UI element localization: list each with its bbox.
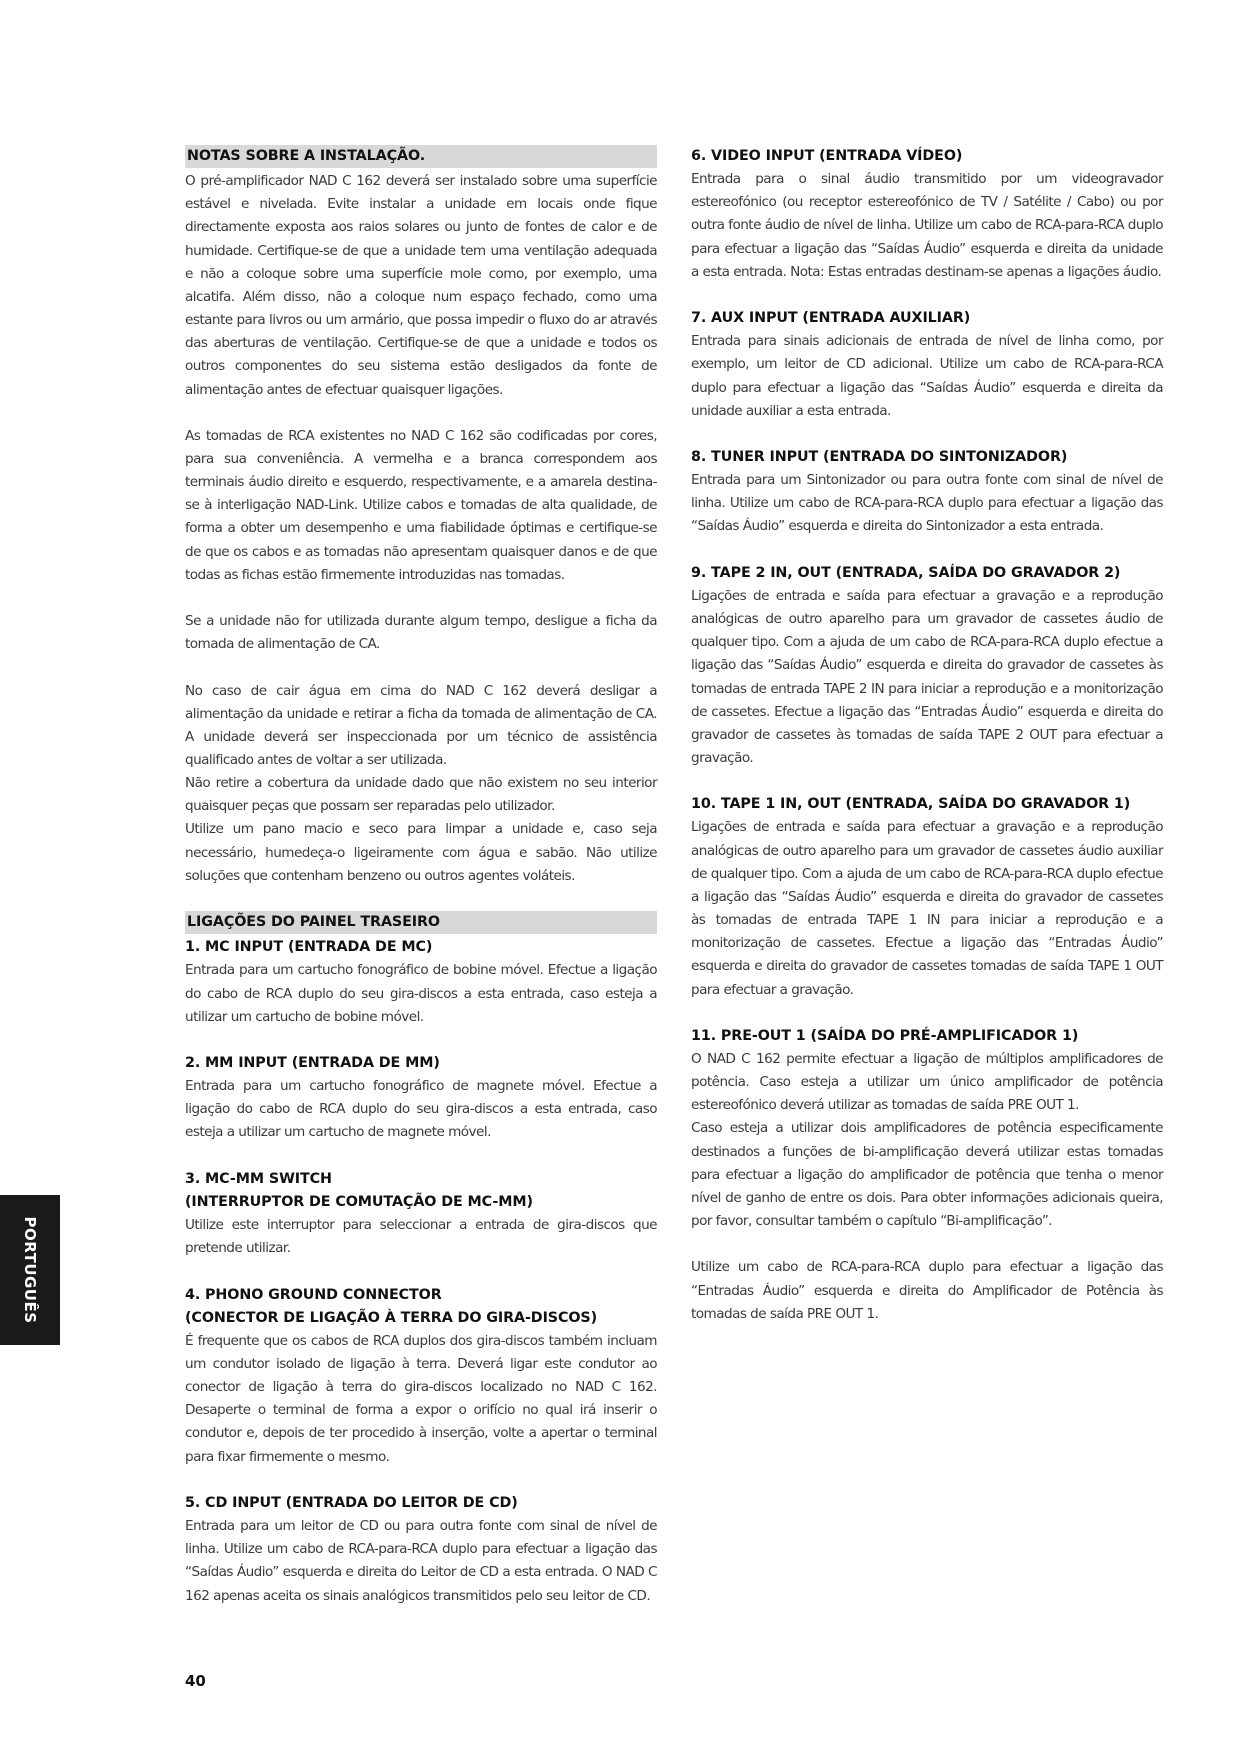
item-4-text: É frequente que os cabos de RCA duplos dos gira-discos também incluam um condutor isolado de ligação à terra. Deverá ligar este condutor ao conector de ligação à terra do gira-discos localizado no NAD C 162. Desaperte o terminal de forma a expor o orifício no qual irá inserir o condutor e, depois de ter procedido à inserção, volte a apertar o terminal para fixar firmemente o mesmo.: [185, 1332, 657, 1465]
item-7-title: 7. AUX INPUT (ENTRADA AUXILIAR): [691, 310, 971, 327]
installation-paragraph-1: O pré-amplificador NAD C 162 deverá ser instalado sobre uma superfície estável e nivelada. Evite instalar a unidade em locais onde fique directamente exposta aos raios solares ou junto de fontes de calor e de humidade. Certifique-se de que a unidade tem uma ventilação adequada e não a coloque sobre uma superfície mole como, por exemplo, uma alcatifa. Além disso, não a coloque num espaço fechado, como uma estante para livros ou um armário, que possa impedir o fluxo do ar através das aberturas de ventilação. Certifique-se de que a unidade e todos os outros componentes do seu sistema estão desligados da fonte de alimentação antes de efectuar quaisquer ligações.: [185, 173, 657, 398]
item-11-text-1: O NAD C 162 permite efectuar a ligação de múltiplos amplificadores de potência. Caso esteja a utilizar um único amplificador de potência estereofónico deverá utilizar as tomadas de saída PRE OUT 1.: [691, 1051, 1163, 1114]
item-11-title: 11. PRE-OUT 1 (SAÍDA DO PRÉ-AMPLIFICADOR 1): [691, 1027, 1079, 1044]
installation-paragraph-6: Utilize um pano macio e seco para limpar a unidade e, caso seja necessário, humedeça-o ligeiramente com água e sabão. Não utilize soluções que contenham benzeno ou outros agentes voláteis.: [185, 821, 657, 884]
item-3-subtitle: (INTERRUPTOR DE COMUTAÇÃO DE MC-MM): [185, 1193, 533, 1210]
item-4-subtitle: (CONECTOR DE LIGAÇÃO À TERRA DO GIRA-DISCOS): [185, 1309, 598, 1326]
section-heading-rear-panel: LIGAÇÕES DO PAINEL TRASEIRO: [185, 911, 657, 936]
item-2-title: 2. MM INPUT (ENTRADA DE MM): [185, 1055, 440, 1072]
item-9-title: 9. TAPE 2 IN, OUT (ENTRADA, SAÍDA DO GRAVADOR 2): [691, 564, 1121, 581]
right-column: [691, 145, 1163, 1326]
item-1-text: Entrada para um cartucho fonográfico de bobine móvel. Efectue a ligação do cabo de RCA duplo do seu gira-discos a esta entrada, caso esteja a utilizar um cartucho de bobine móvel.: [185, 962, 657, 1025]
installation-paragraph-2: As tomadas de RCA existentes no NAD C 162 são codificadas por cores, para sua conveniência. A vermelha e a branca correspondem aos terminais áudio direito e esquerdo, respectivamente, e a amarela destina-se à interligação NAD-Link. Utilize cabos e tomadas de alta qualidade, de forma a obter um desempenho e uma fiabilidade óptimas e certifique-se de que os cabos e as tomadas não apresentam quaisquer danos e de que todas as fichas estão firmemente introduzidas nas tomadas.: [185, 427, 657, 583]
installation-paragraph-3: Se a unidade não for utilizada durante algum tempo, desligue a ficha da tomada de alimentação de CA.: [185, 613, 657, 653]
item-1-title: 1. MC INPUT (ENTRADA DE MC): [185, 939, 433, 956]
page-number: 40: [185, 1672, 206, 1690]
installation-paragraph-4: No caso de cair água em cima do NAD C 162 deverá desligar a alimentação da unidade e retirar a ficha da tomada de alimentação de CA. A unidade deverá ser inspeccionada por um técnico de assistência qualificado antes de voltar a ser utilizada.: [185, 682, 657, 769]
item-9-text: Ligações de entrada e saída para efectuar a gravação e a reprodução analógicas de outro aparelho para um gravador de cassetes áudio de qualquer tipo. Com a ajuda de um cabo de RCA-para-RCA duplo efectue a ligação das “Saídas Áudio” esquerda e direita do gravador de cassetes às tomadas de entrada TAPE 2 IN para iniciar a reprodução e a monitorização de cassetes. Efectue a ligação das “Entradas Áudio” esquerda e direita do gravador de cassetes às tomadas de saída TAPE 2 OUT para efectuar a gravação.: [691, 587, 1163, 767]
item-10-title: 10. TAPE 1 IN, OUT (ENTRADA, SAÍDA DO GRAVADOR 1): [691, 796, 1131, 813]
item-3-title: 3. MC-MM SWITCH: [185, 1170, 332, 1187]
item-8-text: Entrada para um Sintonizador ou para outra fonte com sinal de nível de linha. Utilize um cabo de RCA-para-RCA duplo para efectuar a ligação das “Saídas Áudio” esquerda e direita do Sintonizador a esta entrada.: [691, 472, 1163, 535]
item-11-text-3: Utilize um cabo de RCA-para-RCA duplo para efectuar a ligação das “Entradas Áudio” esquerda e direita do Amplificador de Potência às tomadas de saída PRE OUT 1.: [691, 1259, 1163, 1322]
language-side-tab: [0, 1195, 60, 1345]
item-7-text: Entrada para sinais adicionais de entrada de nível de linha como, por exemplo, um leitor de CD adicional. Utilize um cabo de RCA-para-RCA duplo para efectuar a ligação das “Saídas Áudio” esquerda e direita da unidade auxiliar a esta entrada.: [691, 333, 1163, 419]
item-4-title: 4. PHONO GROUND CONNECTOR: [185, 1286, 442, 1303]
item-10-text: Ligações de entrada e saída para efectuar a gravação e a reprodução analógicas de outro aparelho para um gravador de cassetes áudio auxiliar de qualquer tipo. Com a ajuda de um cabo de RCA-para-RCA duplo efectue a ligação das “Saídas Áudio” esquerda e direita do gravador de cassetes às tomadas de entrada TAPE 1 IN para iniciar a reprodução e a monitorização de cassetes. Efectue a ligação das “Entradas Áudio” esquerda e direita do gravador de cassetes tomadas de saída TAPE 1 OUT para efectuar a gravação.: [691, 819, 1163, 998]
item-3-text: Utilize este interruptor para seleccionar a entrada de gira-discos que pretende utilizar.: [185, 1217, 657, 1257]
item-2-text: Entrada para um cartucho fonográfico de magnete móvel. Efectue a ligação do cabo de RCA duplo do seu gira-discos a esta entrada, caso esteja a utilizar um cartucho de magnete móvel.: [185, 1078, 657, 1141]
language-tab-label: PORTUGUÊS: [21, 1216, 39, 1324]
item-5-title: 5. CD INPUT (ENTRADA DO LEITOR DE CD): [185, 1494, 518, 1511]
item-6-text: Entrada para o sinal áudio transmitido por um videogravador estereofónico (ou receptor estereofónico de TV / Satélite / Cabo) ou por outra fonte áudio de nível de linha. Utilize um cabo de RCA-para-RCA duplo para efectuar a ligação das “Saídas Áudio” esquerda e direita da unidade a esta entrada. Nota: Estas entradas destinam-se apenas a ligações áudio.: [691, 171, 1163, 280]
item-11-text-2: Caso esteja a utilizar dois amplificadores de potência especificamente destinados a funções de bi-amplificação deverá utilizar estas tomadas para efectuar a ligação do amplificador de potência que tenha o menor nível de ganho de entre os dois. Para obter informações adicionais queira, por favor, consultar também o capítulo “Bi-amplificação”.: [691, 1120, 1163, 1230]
item-6-title: 6. VIDEO INPUT (ENTRADA VÍDEO): [691, 148, 963, 164]
item-8-title: 8. TUNER INPUT (ENTRADA DO SINTONIZADOR): [691, 449, 1068, 465]
left-column: [185, 145, 657, 1608]
item-5-text: Entrada para um leitor de CD ou para outra fonte com sinal de nível de linha. Utilize um cabo de RCA-para-RCA duplo para efectuar a ligação das “Saídas Áudio” esquerda e direita do Leitor de CD a esta entrada. O NAD C 162 apenas aceita os sinais analógicos transmitidos pelo seu leitor de CD.: [185, 1518, 657, 1604]
installation-paragraph-5: Não retire a cobertura da unidade dado que não existem no seu interior quaisquer peças que possam ser reparadas pelo utilizador.: [185, 775, 657, 815]
section-heading-installation: NOTAS SOBRE A INSTALAÇÃO.: [185, 145, 657, 170]
